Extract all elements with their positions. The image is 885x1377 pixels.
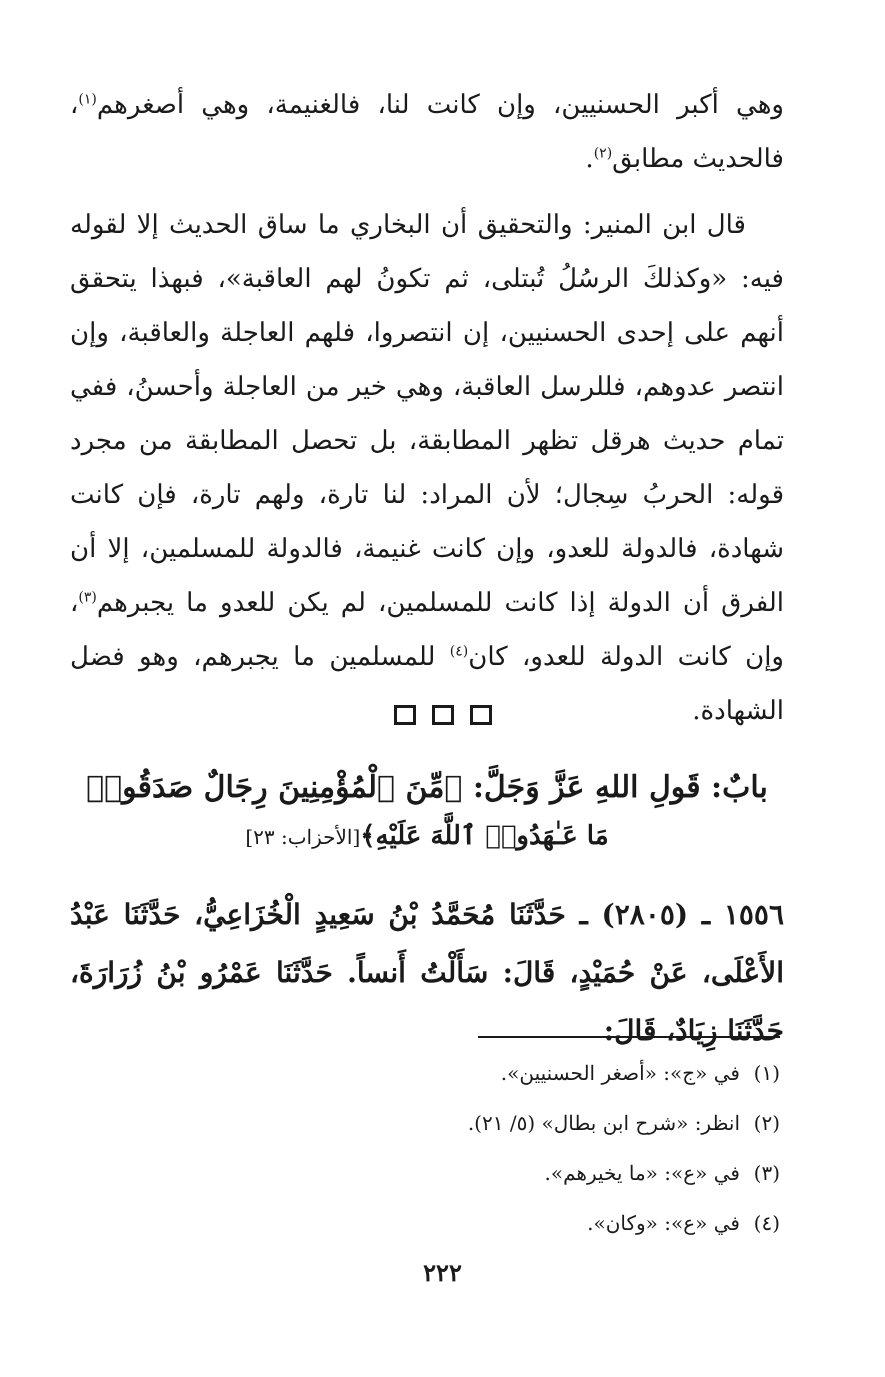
paragraph-1-text: وهي أكبر الحسنيين، وإن كانت لنا، فالغنيمة، وهي أصغرهم <box>96 90 784 120</box>
footnote-item <box>468 1198 780 1248</box>
separator-square-icon <box>432 705 454 725</box>
hadith-text: ١٥٥٦ ـ (٢٨٠٥) ـ حَدَّثَنَا مُحَمَّدُ بْنُ سَعِيدٍ الْخُزَاعِيُّ، حَدَّثَنَا عَبْدُ الأَعْلَى، عَنْ حُمَيْدٍ، قَالَ: سَأَلْتُ أَنساً. حَدَّثَنَا عَمْرُو بْنُ زُرَارَةَ، حَدَّثَنَا زِيَادٌ، قَالَ: <box>70 898 784 1047</box>
footnote-item <box>468 1098 780 1148</box>
paragraph-1 <box>70 78 784 186</box>
footnotes-list <box>468 1048 780 1248</box>
chapter-heading-line-2 <box>70 814 784 859</box>
footnote-text: في «ج»: «أصغر الحسنيين». <box>500 1061 740 1085</box>
chapter-heading-line-1: بابٌ: قَولِ اللهِ عَزَّ وَجَلَّ: ﴿مِّنَ ٱلْمُؤْمِنِينَ رِجَالٌ صَدَقُوا۟ <box>86 770 768 805</box>
footnote-divider <box>478 1036 780 1038</box>
section-separator <box>0 705 885 729</box>
footnote-number: (٢) <box>753 1111 780 1135</box>
footnote-ref-2[interactable]: (٢) <box>593 145 613 162</box>
paragraph-1-end: . <box>585 144 594 174</box>
chapter-heading <box>70 762 784 859</box>
verse-reference: [الأحزاب: ٢٣] <box>245 825 361 849</box>
footnote-item <box>468 1048 780 1098</box>
footnote-number: (٣) <box>753 1161 780 1185</box>
paragraph-2-text: قال ابن المنير: والتحقيق أن البخاري ما ساق الحديث إلا لقوله فيه: «وكذلكَ الرسُلُ تُبتلى، ثم تكونُ لهم العاقبة»، فبهذا يتحقق أنهم على إحدى الحسنيين، إن انتصروا، فلهم العاجلة والعاقبة، وإن انتصر عدوهم، فللرسل العاقبة، وهي خير من العاجلة وأحسنُ، ففي تمام حديث هرقل تظهر المطابقة، بل تحصل المطابقة من مجرد قوله: الحربُ سِجال؛ لأن المراد: لنا تارة، ولهم تارة، فإن كانت شهادة، فالدولة للعدو، وإن كانت غنيمة، فالدولة للمسلمين، إلا أن الفرق أن الدولة إذا كانت للمسلمين، لم يكن للعدو ما يجبرهم <box>70 210 784 618</box>
footnote-number: (١) <box>753 1061 780 1085</box>
paragraph-2-mid: ، وإن كانت الدولة للعدو، كان <box>70 588 784 672</box>
main-text <box>70 78 784 738</box>
paragraph-2-end: للمسلمين ما يجبرهم، وهو فضل الشهادة. <box>70 642 784 726</box>
footnote-ref-4[interactable]: (٤) <box>449 643 469 660</box>
footnote-text: في «ع»: «ما يخيرهم». <box>544 1161 740 1185</box>
chapter-verse: مَا عَـٰهَدُوا۟ ٱللَّهَ عَلَيْهِ﴾ <box>360 821 609 851</box>
separator-square-icon <box>394 705 416 725</box>
separator-square-icon <box>470 705 492 725</box>
footnote-ref-1[interactable]: (١) <box>78 91 97 108</box>
footnote-item <box>468 1148 780 1198</box>
paragraph-2 <box>70 198 784 738</box>
footnote-ref-3[interactable]: (٣) <box>78 589 97 606</box>
footnote-text: في «ع»: «وكان». <box>587 1211 740 1235</box>
footnote-text: انظر: «شرح ابن بطال» (٥/ ٢١). <box>467 1111 740 1135</box>
paragraph-1-mid: ، فالحديث مطابق <box>70 90 784 174</box>
page-number: ٢٢٢ <box>423 1258 462 1287</box>
footnote-number: (٤) <box>753 1211 780 1235</box>
